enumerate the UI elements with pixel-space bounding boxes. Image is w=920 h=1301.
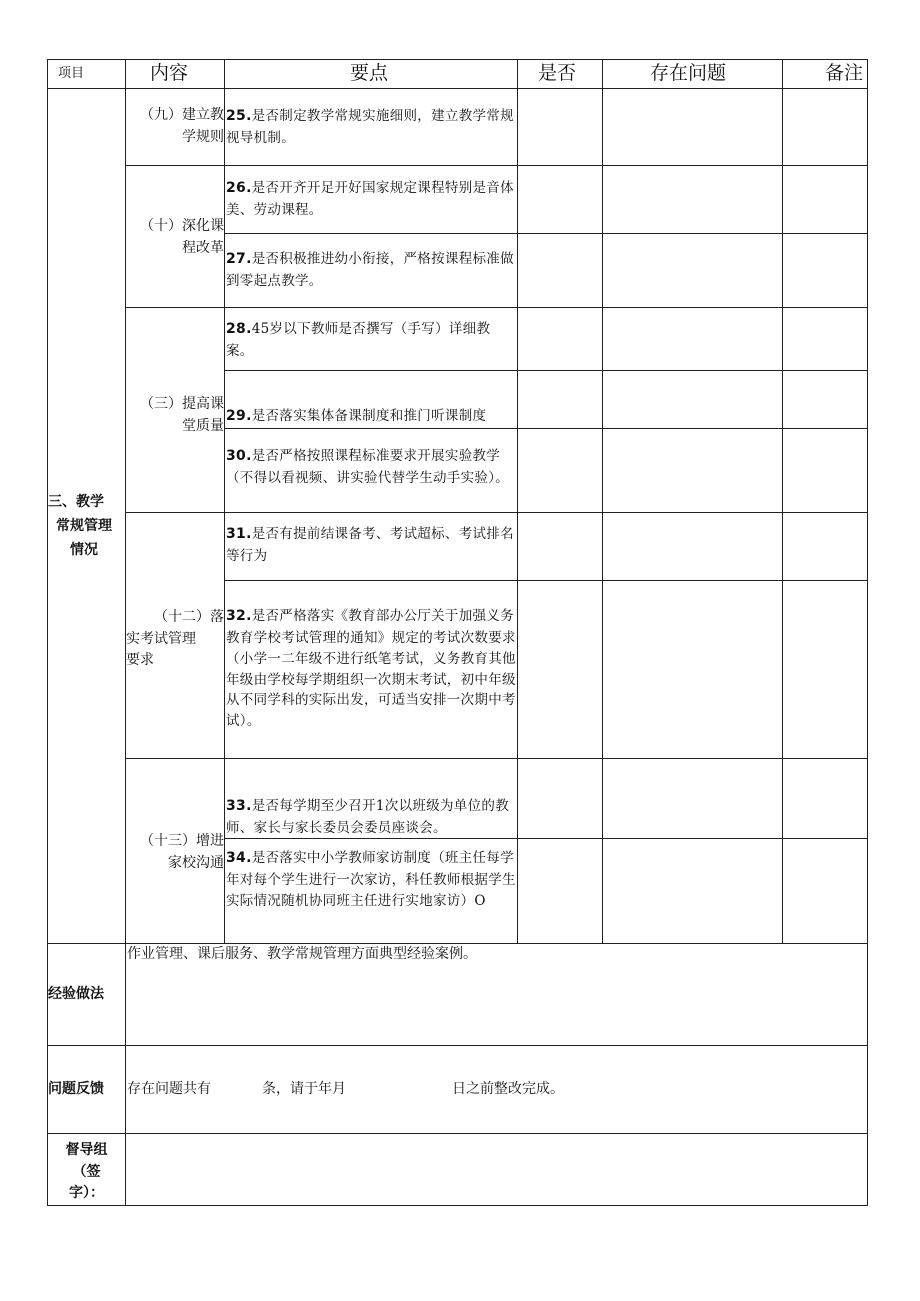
group-label-12 bbox=[126, 607, 224, 672]
group-label-3 bbox=[126, 394, 224, 437]
category-line-3: 情况 bbox=[70, 542, 98, 558]
supervision-label-line-2: （签 bbox=[72, 1163, 101, 1180]
group-label-9-line-1: （九）建立教 bbox=[140, 107, 224, 123]
group-label-3-line-2: 堂质量 bbox=[182, 417, 224, 434]
point-32-text: 是否严格落实《教育部办公厅关于加强义务教育学校考试管理的通知》规定的考试次数要求（小学一二年级不进行纸笔考试，义务教育其他年级由学校每学期组织一次期末考试，初中年级从不同学科的实际出发，可适当安排一次期中考试）。 bbox=[226, 608, 516, 730]
point-26 bbox=[226, 178, 516, 221]
experience-text: 作业管理、课后服务、教学常规管理方面典型经验案例。 bbox=[127, 946, 477, 962]
supervision-label-line-1: 督导组 bbox=[65, 1142, 108, 1158]
point-31-text: 是否有提前结课备考、考试超标、考试排名等行为 bbox=[226, 526, 514, 564]
point-26-num: 26. bbox=[226, 180, 252, 196]
point-34-text: 是否落实中小学教师家访制度（班主任每学年对每个学生进行一次家访，科任教师根据学生实际情况随机协同班主任进行实地家访）O bbox=[226, 850, 516, 909]
point-31-num: 31. bbox=[226, 526, 252, 542]
point-30-text: 是否严格按照课程标准要求开展实验教学（不得以看视频、讲实验代替学生动手实验）。 bbox=[226, 448, 510, 486]
point-30 bbox=[226, 446, 516, 489]
point-33 bbox=[226, 796, 516, 839]
point-29-text: 是否落实集体备课制度和推门听课制度 bbox=[251, 408, 487, 424]
header-yesno: 是否 bbox=[538, 62, 577, 84]
supervision-label bbox=[48, 1140, 125, 1205]
feedback-part-3: 日之前整改完成。 bbox=[452, 1081, 564, 1097]
point-34 bbox=[226, 848, 516, 912]
point-29 bbox=[226, 406, 516, 428]
header-item: 项目 bbox=[58, 66, 85, 81]
point-28-text: 45岁以下教师是否撰写（手写）详细教案。 bbox=[226, 321, 491, 359]
header-notes: 备注 bbox=[825, 62, 864, 84]
point-28-num: 28. bbox=[226, 321, 252, 337]
group-label-9-line-2: 学规则 bbox=[182, 128, 224, 145]
group-label-13-line-2: 家校沟通 bbox=[168, 854, 224, 871]
feedback-part-1: 存在问题共有 bbox=[127, 1081, 211, 1097]
header-points: 要点 bbox=[350, 62, 389, 84]
group-label-12-line-2: 实考试管理 bbox=[126, 630, 196, 647]
point-27-num: 27. bbox=[226, 251, 252, 267]
feedback-part-2: 条，请于年月 bbox=[262, 1081, 346, 1097]
group-label-12-line-3: 要求 bbox=[126, 652, 154, 669]
point-31 bbox=[226, 524, 516, 567]
supervision-label-line-3: 字）： bbox=[69, 1185, 104, 1202]
point-29-num: 29. bbox=[226, 408, 252, 424]
point-28 bbox=[226, 319, 516, 362]
point-27 bbox=[226, 249, 516, 292]
category-line-1: 三、教学 bbox=[48, 494, 104, 510]
point-30-num: 30. bbox=[226, 448, 252, 464]
point-27-text: 是否积极推进幼小衔接，严格按课程标准做到零起点教学。 bbox=[226, 251, 514, 289]
category-line-2: 常规管理 bbox=[56, 518, 112, 534]
group-label-10-line-2: 程改革 bbox=[182, 239, 224, 256]
group-label-12-line-1: （十二）落 bbox=[154, 609, 224, 625]
group-label-13 bbox=[126, 831, 224, 874]
point-34-num: 34. bbox=[226, 850, 252, 866]
point-25 bbox=[226, 106, 516, 149]
experience-label: 经验做法 bbox=[48, 986, 104, 1002]
feedback-label: 问题反馈 bbox=[48, 1081, 104, 1097]
point-33-num: 33. bbox=[226, 798, 252, 814]
group-label-13-line-1: （十三）增进 bbox=[140, 833, 224, 849]
header-issues: 存在问题 bbox=[650, 62, 727, 84]
point-32 bbox=[226, 606, 516, 732]
group-label-9 bbox=[126, 105, 224, 148]
group-label-10 bbox=[126, 216, 224, 259]
header-content: 内容 bbox=[150, 62, 189, 84]
point-26-text: 是否开齐开足开好国家规定课程特别是音体美、劳动课程。 bbox=[226, 180, 514, 218]
point-25-text: 是否制定教学常规实施细则，建立教学常规视导机制。 bbox=[226, 108, 514, 146]
group-label-3-line-1: （三）提高课 bbox=[140, 396, 224, 412]
group-label-10-line-1: （十）深化课 bbox=[140, 218, 224, 234]
point-32-num: 32. bbox=[226, 608, 252, 624]
point-25-num: 25. bbox=[226, 108, 252, 124]
point-33-text: 是否每学期至少召开1次以班级为单位的教师、家长与家长委员会委员座谈会。 bbox=[226, 798, 509, 836]
